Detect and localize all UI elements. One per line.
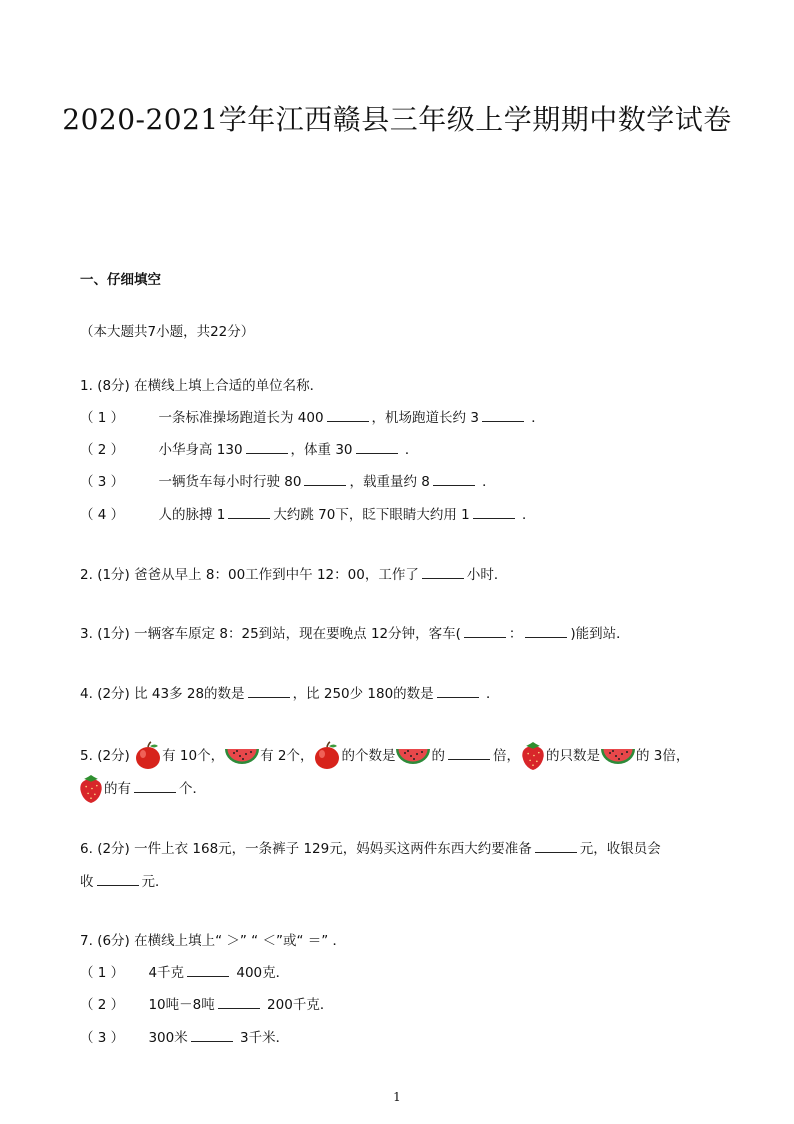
question-score: (2分) — [97, 841, 130, 857]
answer-blank[interactable] — [327, 408, 369, 422]
answer-blank[interactable] — [535, 839, 577, 853]
question-2 — [80, 565, 507, 585]
sub-label: （ 1 ） — [80, 410, 125, 426]
sub-end: ． — [522, 507, 536, 523]
question-text: 倍， — [492, 748, 520, 764]
question-1 — [80, 376, 323, 396]
question-text: 元，收银员会 — [579, 841, 661, 857]
sub-label: （ 3 ） — [80, 474, 125, 490]
answer-blank[interactable] — [525, 624, 567, 638]
apple-icon — [134, 741, 162, 771]
answer-blank[interactable] — [464, 624, 506, 638]
section-heading: 一、仔细填空 — [80, 272, 161, 288]
question-text: 在横线上填上“ ＞” “ ＜”或“ ＝” ． — [134, 933, 347, 949]
sub-label: （ 2 ） — [80, 997, 125, 1013]
question-5 — [80, 740, 689, 772]
question-text: ，比 250少 180的数是 — [292, 686, 434, 702]
q1-sub-4 — [80, 505, 536, 525]
answer-blank[interactable] — [437, 684, 479, 698]
sub-text: 4千克 — [148, 965, 185, 981]
question-text: 有 2个， — [260, 748, 314, 764]
sub-label: （ 4 ） — [80, 507, 125, 523]
watermelon-icon — [600, 745, 636, 767]
watermelon-icon — [395, 745, 431, 767]
question-6-line-2 — [80, 872, 169, 892]
question-7 — [80, 931, 346, 951]
question-end: ． — [485, 686, 500, 702]
answer-blank[interactable] — [218, 995, 260, 1009]
q7-sub-3 — [80, 1028, 289, 1048]
sub-text: 400克． — [236, 965, 290, 981]
question-number: 2. — [80, 567, 93, 583]
question-text: 的有 — [104, 781, 131, 797]
answer-blank[interactable] — [134, 779, 176, 793]
colon: ： — [508, 626, 523, 642]
question-text: 爸爸从早上 8：00工作到中午 12：00，工作了 — [134, 567, 419, 583]
sub-label: （ 1 ） — [80, 965, 125, 981]
question-text: 比 43多 28的数是 — [134, 686, 245, 702]
question-5-line-2 — [78, 773, 206, 805]
question-text: 元． — [141, 874, 169, 890]
answer-blank[interactable] — [356, 440, 398, 454]
answer-blank[interactable] — [187, 963, 229, 977]
answer-blank[interactable] — [228, 505, 270, 519]
question-score: (1分) — [97, 626, 130, 642]
question-4 — [80, 684, 499, 704]
sub-label: （ 3 ） — [80, 1030, 125, 1046]
answer-blank[interactable] — [422, 565, 464, 579]
question-6 — [80, 839, 661, 859]
question-number: 3. — [80, 626, 93, 642]
answer-blank[interactable] — [304, 472, 346, 486]
sub-text: 小华身高 130 — [158, 442, 243, 458]
answer-blank[interactable] — [191, 1028, 233, 1042]
sub-end: ． — [531, 410, 545, 426]
question-number: 6. — [80, 841, 93, 857]
question-text: 的 3倍， — [635, 748, 690, 764]
sub-text: ，载重量约 8 — [349, 474, 430, 490]
q7-sub-1 — [80, 963, 289, 983]
strawberry-icon — [78, 774, 104, 804]
sub-text: 大约跳 70下，眨下眼睛大约用 1 — [273, 507, 470, 523]
sub-text: 一条标准操场跑道长为 400 — [158, 410, 324, 426]
question-number: 5. — [80, 748, 93, 764]
sub-text: 3千米． — [240, 1030, 290, 1046]
apple-icon — [313, 741, 341, 771]
answer-blank[interactable] — [248, 684, 290, 698]
question-text: )能到站． — [570, 626, 630, 642]
question-text: 小时． — [466, 567, 508, 583]
sub-text: 300米 — [148, 1030, 188, 1046]
page-title: 2020-2021学年江西赣县三年级上学期期中数学试卷 — [62, 103, 732, 136]
question-text: 在横线上填上合适的单位名称． — [134, 378, 324, 394]
question-3 — [80, 624, 630, 644]
question-score: (8分) — [97, 378, 130, 394]
answer-blank[interactable] — [246, 440, 288, 454]
q1-sub-2 — [80, 440, 418, 460]
question-text: 个． — [179, 781, 206, 797]
sub-text: 人的脉搏 1 — [158, 507, 226, 523]
question-number: 7. — [80, 933, 93, 949]
question-number: 1. — [80, 378, 93, 394]
sub-end: ． — [482, 474, 496, 490]
question-text: 有 10个， — [162, 748, 225, 764]
section-note: （本大题共7小题，共22分） — [80, 324, 255, 340]
question-text: 的 — [431, 748, 445, 764]
q7-sub-2 — [80, 995, 333, 1015]
question-score: (1分) — [97, 567, 130, 583]
answer-blank[interactable] — [433, 472, 475, 486]
answer-blank[interactable] — [482, 408, 524, 422]
question-score: (2分) — [97, 686, 130, 702]
question-text: 一件上衣 168元，一条裤子 129元，妈妈买这两件东西大约要准备 — [134, 841, 532, 857]
page-number: 1 — [393, 1090, 401, 1104]
answer-blank[interactable] — [473, 505, 515, 519]
question-text: 一辆客车原定 8：25到站，现在要晚点 12分钟，客车( — [134, 626, 461, 642]
sub-text: ，体重 30 — [290, 442, 353, 458]
question-text: 收 — [80, 874, 94, 890]
question-text: 的只数是 — [545, 748, 600, 764]
question-text: 的个数是 — [341, 748, 396, 764]
answer-blank[interactable] — [97, 872, 139, 886]
sub-text: 一辆货车每小时行驶 80 — [158, 474, 302, 490]
q1-sub-1 — [80, 408, 545, 428]
sub-text: 10吨－8吨 — [148, 997, 215, 1013]
watermelon-icon — [224, 745, 260, 767]
sub-label: （ 2 ） — [80, 442, 125, 458]
question-number: 4. — [80, 686, 93, 702]
strawberry-icon — [520, 741, 546, 771]
answer-blank[interactable] — [448, 746, 490, 760]
question-score: (6分) — [97, 933, 130, 949]
sub-text: ，机场跑道长约 3 — [371, 410, 479, 426]
question-score: (2分) — [97, 748, 130, 764]
sub-text: 200千克． — [267, 997, 334, 1013]
q1-sub-3 — [80, 472, 496, 492]
sub-end: ． — [404, 442, 419, 458]
